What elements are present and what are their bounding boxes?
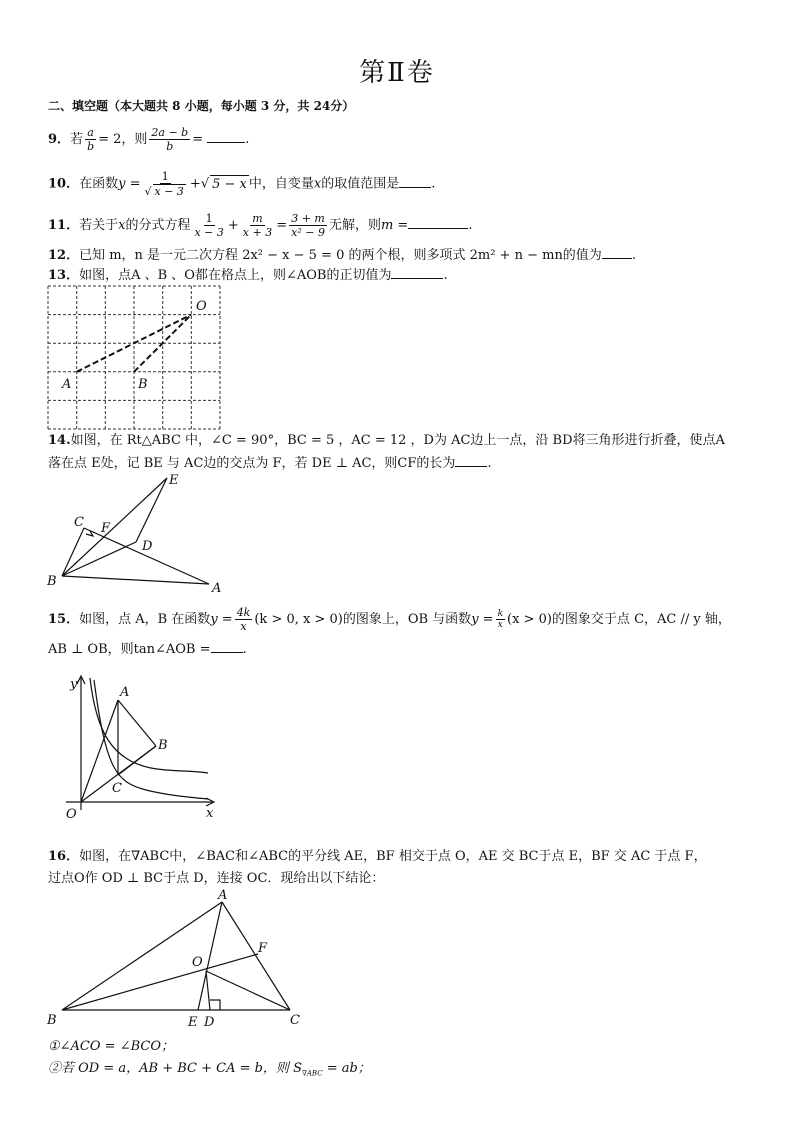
question-10: 10．在函数y = $\frac{1}{√ x - 3}$ +√ 5 − x 中，自变量x的取值范围是 .	[48, 170, 436, 198]
answer-blank[interactable]	[408, 216, 468, 229]
question-11: 11．若关于x的分式方程 $\frac{1}{x - 3}$ + $\frac{m}{x + 3}$ = $\frac{3 + m}{\text{x² − 9}}$ 无解，则m = .	[48, 212, 473, 239]
label-y: y	[70, 677, 78, 692]
answer-blank[interactable]	[391, 266, 443, 279]
label-E: E	[169, 473, 179, 488]
label-A: A	[218, 888, 228, 903]
label-O: O	[66, 807, 77, 822]
grid-figure	[46, 284, 226, 432]
question-13: 13．如图，点A 、B 、O都在格点上，则∠AOB的正切值为 .	[48, 268, 448, 283]
label-D: D	[204, 1015, 215, 1030]
label-B: B	[158, 738, 168, 753]
label-F: F	[258, 941, 268, 956]
section-heading: 二、填空题（本大题共 8 小题，每小题 3 分，共 24分）	[48, 99, 355, 113]
label-F: F	[101, 521, 111, 536]
question-14-line2: 落在点 E处，记 BE 与 AC边的交点为 F，若 DE ⊥ AC，则CF的长为 .	[48, 456, 492, 471]
fraction: $\frac{2a - b}{b}$	[151, 126, 189, 153]
answer-blank[interactable]	[207, 130, 245, 143]
label-D: D	[142, 539, 153, 554]
question-9: 9．若 $\frac{a}{b}$ = 2，则 $\frac{2a - b}{b}$ = .	[48, 126, 250, 153]
question-14-line1: 14.如图，在 Rt△ABC 中，∠C = 90°，BC = 5 ，AC = 12 ，D为 AC边上一点，沿 BD将三角形进行折叠，使点A	[48, 433, 725, 448]
fraction: $\frac{1}{√ x - 3}$	[144, 170, 184, 198]
label-B: B	[138, 377, 148, 392]
label-C: C	[290, 1013, 300, 1028]
fold-triangle-figure	[44, 470, 234, 595]
inverse-function-figure	[56, 670, 226, 822]
answer-blank[interactable]	[455, 454, 487, 467]
conclusion-2: ②若 OD = a，AB + BC + CA = b，则 $S_{\nabla ABC}$ = ab；	[48, 1061, 371, 1078]
label-C: C	[112, 781, 122, 796]
question-15-line1: 15．如图，点 A，B 在函数y = $\frac{4k}{x}$ (k > 0, x > 0)的图象上，OB 与函数y = $\frac{k}{x}$ (x > 0)的图象交于点 C，AC // y 轴，	[48, 606, 731, 633]
angle-bisector-figure	[44, 888, 314, 1033]
label-A: A	[212, 581, 222, 595]
label-C: C	[74, 515, 84, 530]
question-16-line2: 过点O作 OD ⊥ BC于点 D，连接 OC．现给出以下结论：	[48, 871, 385, 886]
answer-blank[interactable]	[211, 640, 243, 653]
question-15-line2: AB ⊥ OB，则tan∠AOB = .	[48, 642, 247, 657]
label-O: O	[196, 299, 207, 314]
label-O: O	[192, 955, 203, 970]
page-title: 第Ⅱ卷	[359, 58, 435, 88]
label-A: A	[120, 685, 130, 700]
label-x: x	[206, 806, 214, 821]
label-A: A	[62, 377, 72, 392]
label-B: B	[47, 1013, 57, 1028]
label-E: E	[188, 1015, 198, 1030]
question-16-line1: 16．如图，在∇ABC中，∠BAC和∠ABC的平分线 AE，BF 相交于点 O，AE 交 BC于点 E，BF 交 AC 于点 F，	[48, 849, 707, 864]
fraction: $\frac{a}{b}$	[87, 126, 95, 153]
conclusion-1: ①∠ACO = ∠BCO；	[48, 1039, 174, 1054]
question-12: 12．已知 m，n 是一元二次方程 2x² − x − 5 = 0 的两个根，则多项式 2m² + n − mn的值为 .	[48, 248, 636, 263]
answer-blank[interactable]	[399, 175, 431, 188]
answer-blank[interactable]	[602, 246, 632, 259]
label-B: B	[47, 574, 57, 589]
